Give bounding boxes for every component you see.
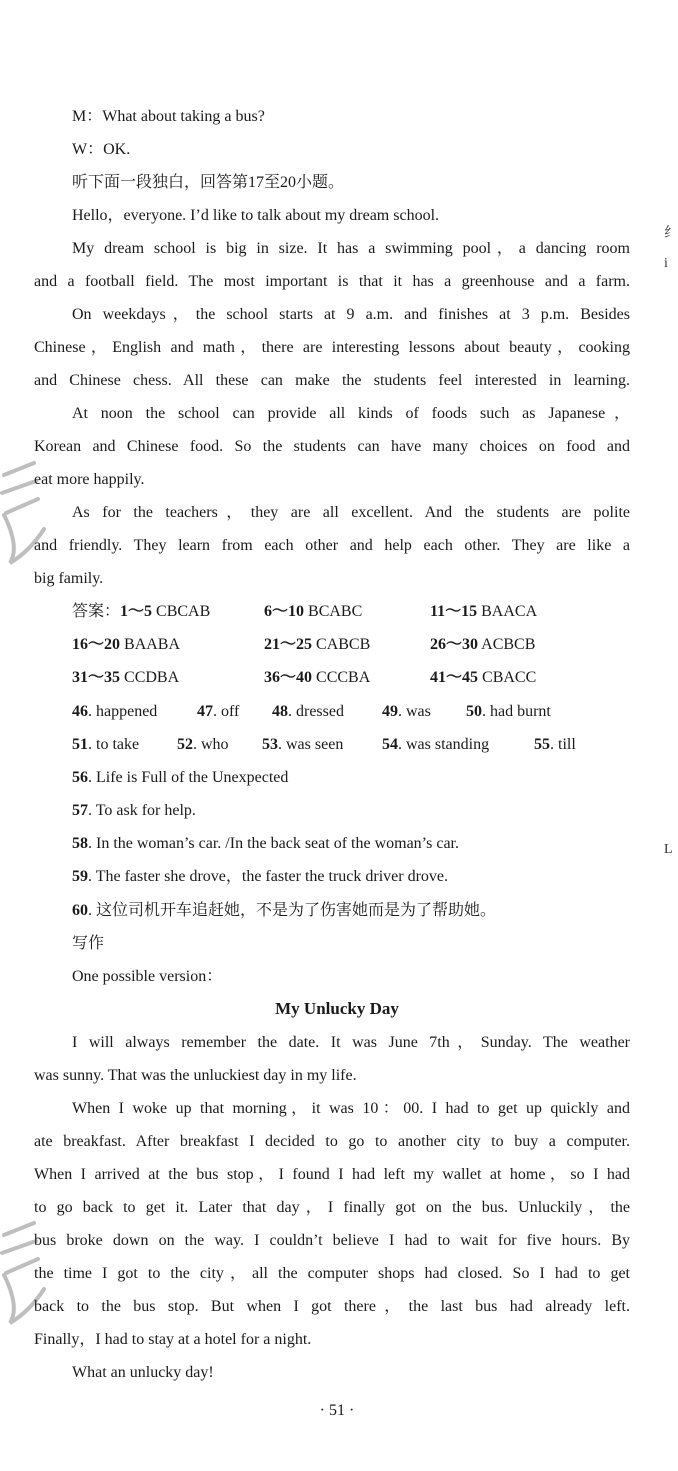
essay-p2-line2: ate breakfast. After breakfast I decided to go to another city to buy a computer. [34, 1133, 630, 1150]
version-label: One possible version： [72, 968, 223, 985]
essay-p1-line1: I will always remember the date. It was June 7th，Sunday. The weather [72, 1034, 630, 1051]
answer-text: who [201, 736, 229, 753]
question-number: 55 [534, 736, 550, 753]
answer-value: BAACA [481, 603, 538, 620]
fill-answer: 55. till [534, 736, 576, 753]
answer-value: CCCBA [316, 669, 371, 686]
listening-instruction: 听下面一段独白，回答第17至20小题。 [72, 174, 345, 191]
answer-text: was standing [406, 736, 490, 753]
edge-mark: L [664, 842, 673, 857]
question-number: 60 [72, 902, 88, 919]
question-number: 46 [72, 703, 88, 720]
answer-value: ACBCB [481, 636, 536, 653]
answer-group [72, 602, 210, 622]
answer-group [72, 635, 180, 655]
answer-59: 59. The faster she drove，the faster the truck driver drove. [72, 868, 449, 885]
monologue-p3-line1: At noon the school can provide all kinds of foods such as Japanese， [72, 405, 630, 422]
answer-text: was [406, 703, 431, 720]
watermark-logo-icon [0, 455, 60, 575]
edge-mark: 纟 [664, 226, 678, 241]
answer-56: 56. Life is Full of the Unexpected [72, 769, 289, 786]
monologue-p4-line2: and friendly. They learn from each other and help each other. They are like a [34, 537, 630, 554]
essay-title: My Unlucky Day [275, 999, 399, 1018]
answer-text: 这位司机开车追赶她，不是为了伤害她而是为了帮助她。 [96, 902, 497, 919]
answer-value: CCDBA [124, 669, 180, 686]
essay-closing: What an unlucky day! [72, 1364, 214, 1381]
answer-range: 16～20 [72, 636, 121, 653]
answer-range: 26～30 [430, 636, 479, 653]
answer-range: 21～25 [264, 636, 313, 653]
question-number: 54 [382, 736, 398, 753]
question-number: 57 [72, 802, 88, 819]
watermark-logo-icon [0, 1215, 60, 1335]
answer-value: CBACC [482, 669, 537, 686]
dialogue-line-m: M：What about taking a bus? [72, 108, 265, 125]
question-number: 59 [72, 868, 88, 885]
answer-value: BCABC [308, 603, 363, 620]
answer-range: 11～15 [430, 603, 478, 620]
page-number: · 51 · [319, 1402, 355, 1419]
essay-p1-line2: was sunny. That was the unluckiest day in my life. [34, 1067, 357, 1084]
essay-p2-line4: to go back to get it. Later that day，I finally got on the bus. Unluckily，the [34, 1199, 630, 1216]
fill-answer: 47. off [197, 703, 240, 720]
question-number: 56 [72, 769, 88, 786]
fill-answer: 50. had burnt [466, 703, 551, 720]
fill-answer: 52. who [177, 736, 229, 753]
answer-group [264, 602, 362, 622]
answer-text: off [221, 703, 240, 720]
answers-label: 答案： [72, 603, 121, 620]
fill-answer: 51. to take [72, 736, 140, 753]
answer-text: had burnt [490, 703, 551, 720]
answer-text: The faster she drove，the faster the truck driver drove. [95, 868, 449, 885]
answer-text: To ask for help. [95, 802, 196, 819]
answer-value: BAABA [124, 636, 181, 653]
monologue-p1-line1: My dream school is big in size. It has a swimming pool，a dancing room [72, 240, 630, 257]
answer-group [430, 668, 536, 688]
monologue-intro: Hello，everyone. I’d like to talk about my dream school. [72, 207, 440, 224]
question-number: 58 [72, 835, 88, 852]
monologue-p4-line3: big family. [34, 570, 104, 587]
answer-range: 6～10 [264, 603, 305, 620]
question-number: 47 [197, 703, 213, 720]
answer-text: was seen [286, 736, 344, 753]
fill-answer: 49. was [382, 703, 431, 720]
answer-range: 41～45 [430, 669, 479, 686]
monologue-p2-line1: On weekdays，the school starts at 9 a.m. and finishes at 3 p.m. Besides [72, 306, 630, 323]
answer-group [430, 602, 537, 622]
essay-p2-line7: back to the bus stop. But when I got there，the last bus had already left. [34, 1298, 630, 1315]
answer-value: CABCB [316, 636, 371, 653]
answer-text: dressed [296, 703, 344, 720]
answer-group [72, 668, 179, 688]
essay-p2-line1: When I woke up that morning，it was 10：00. I had to get up quickly and [72, 1100, 630, 1117]
question-number: 52 [177, 736, 193, 753]
answer-58: 58. In the woman’s car. /In the back seat of the woman’s car. [72, 835, 459, 852]
answer-group [264, 668, 370, 688]
answer-range: 31～35 [72, 669, 121, 686]
fill-answer: 46. happened [72, 703, 158, 720]
essay-p2-line8: Finally，I had to stay at a hotel for a night. [34, 1331, 312, 1348]
question-number: 53 [262, 736, 278, 753]
dialogue-line-w: W：OK. [72, 141, 131, 158]
writing-heading: 写作 [72, 935, 105, 952]
answer-57: 57. To ask for help. [72, 802, 196, 819]
answer-text: till [558, 736, 576, 753]
answer-group [264, 635, 370, 655]
essay-p2-line6: the time I got to the city，all the computer shops had closed. So I had to get [34, 1265, 630, 1282]
question-number: 50 [466, 703, 482, 720]
fill-answer: 53. was seen [262, 736, 344, 753]
answer-text: In the woman’s car. /In the back seat of the woman’s car. [96, 835, 459, 852]
fill-answer: 48. dressed [272, 703, 344, 720]
essay-p2-line5: bus broke down on the way. I couldn’t believe I had to wait for five hours. By [34, 1232, 630, 1249]
edge-mark: i [664, 256, 668, 271]
answer-group [430, 635, 535, 655]
fill-answer: 54. was standing [382, 736, 490, 753]
monologue-p1-line2: and a football field. The most important is that it has a greenhouse and a farm. [34, 273, 630, 290]
answer-text: to take [96, 736, 140, 753]
monologue-p2-line2: Chinese，English and math，there are interesting lessons about beauty，cooking [34, 339, 630, 356]
answer-range: 36～40 [264, 669, 313, 686]
monologue-p3-line2: Korean and Chinese food. So the students can have many choices on food and [34, 438, 630, 455]
answer-range: 1～5 [120, 603, 153, 620]
answer-text: Life is Full of the Unexpected [96, 769, 289, 786]
question-number: 51 [72, 736, 88, 753]
answer-60: 60. 这位司机开车追赶她，不是为了伤害她而是为了帮助她。 [72, 902, 497, 919]
answer-text: happened [96, 703, 158, 720]
monologue-p2-line3: and Chinese chess. All these can make the students feel interested in learning. [34, 372, 630, 389]
monologue-p3-line3: eat more happily. [34, 471, 145, 488]
answer-value: CBCAB [156, 603, 211, 620]
question-number: 48 [272, 703, 288, 720]
question-number: 49 [382, 703, 398, 720]
essay-p2-line3: When I arrived at the bus stop，I found I had left my wallet at home，so I had [34, 1166, 630, 1183]
monologue-p4-line1: As for the teachers，they are all excellent. And the students are polite [72, 504, 630, 521]
